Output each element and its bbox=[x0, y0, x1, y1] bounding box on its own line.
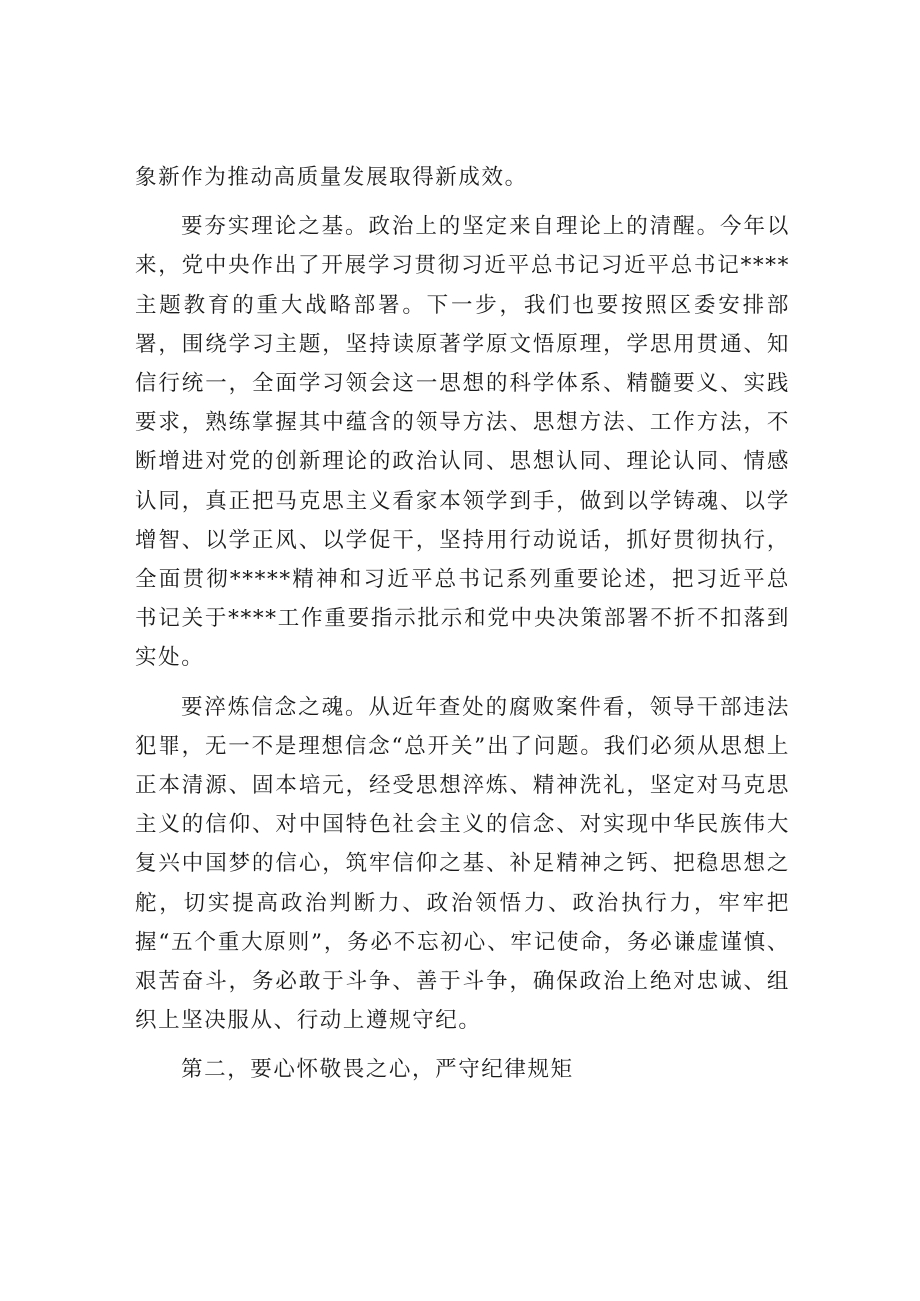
section-heading-second: 第二，要心怀敬畏之心，严守纪律规矩 bbox=[181, 1057, 574, 1083]
paragraph-continuation: 象新作为推动高质量发展取得新成效。 bbox=[135, 165, 528, 190]
paragraph-theory-foundation: 要夯实理论之基。政治上的坚定来自理论上的清醒。今年以来，党中央作出了开展学习贯彻习近平总书记习近平总书记****主题教育的重大战略部署。下一步，我们也要按照区委安排部署，围绕学习主题，坚持读原著学原文悟原理，学思用贯通、知信行统一，全面学习领会这一思想的科学体系、精髓要义、实践要求，熟练掌握其中蕴含的领导方法、思想方法、工作方法，不断增进对党的创新理论的政治认同、思想认同、理论认同、情感认同，真正把马克思主义看家本领学到手，做到以学铸魂、以学增智、以学正风、以学促干，坚持用行动说话，抓好贯彻执行，全面贯彻*****精神和习近平总书记系列重要论述，把习近平总书记关于****工作重要指示批示和党中央决策部署不折不扣落到实处。 bbox=[135, 214, 790, 671]
paragraph-faith-soul: 要淬炼信念之魂。从近年查处的腐败案件看，领导干部违法犯罪，无一不是理想信念“总开关”出了问题。我们必须从思想上正本清源、固本培元，经受思想淬炼、精神洗礼，坚定对马克思主义的信仰、对中国特色社会主义的信念、对实现中华民族伟大复兴中国梦的信心，筑牢信仰之基、补足精神之钙、把稳思想之舵，切实提高政治判断力、政治领悟力、政治执行力，牢牢把握“五个重大原则”，务必不忘初心、牢记使命，务必谦虚谨慎、艰苦奋斗，务必敢于斗争、善于斗争，确保政治上绝对忠诚、组织上坚决服从、行动上遵规守纪。 bbox=[135, 694, 790, 1034]
document-body bbox=[135, 158, 790, 1090]
